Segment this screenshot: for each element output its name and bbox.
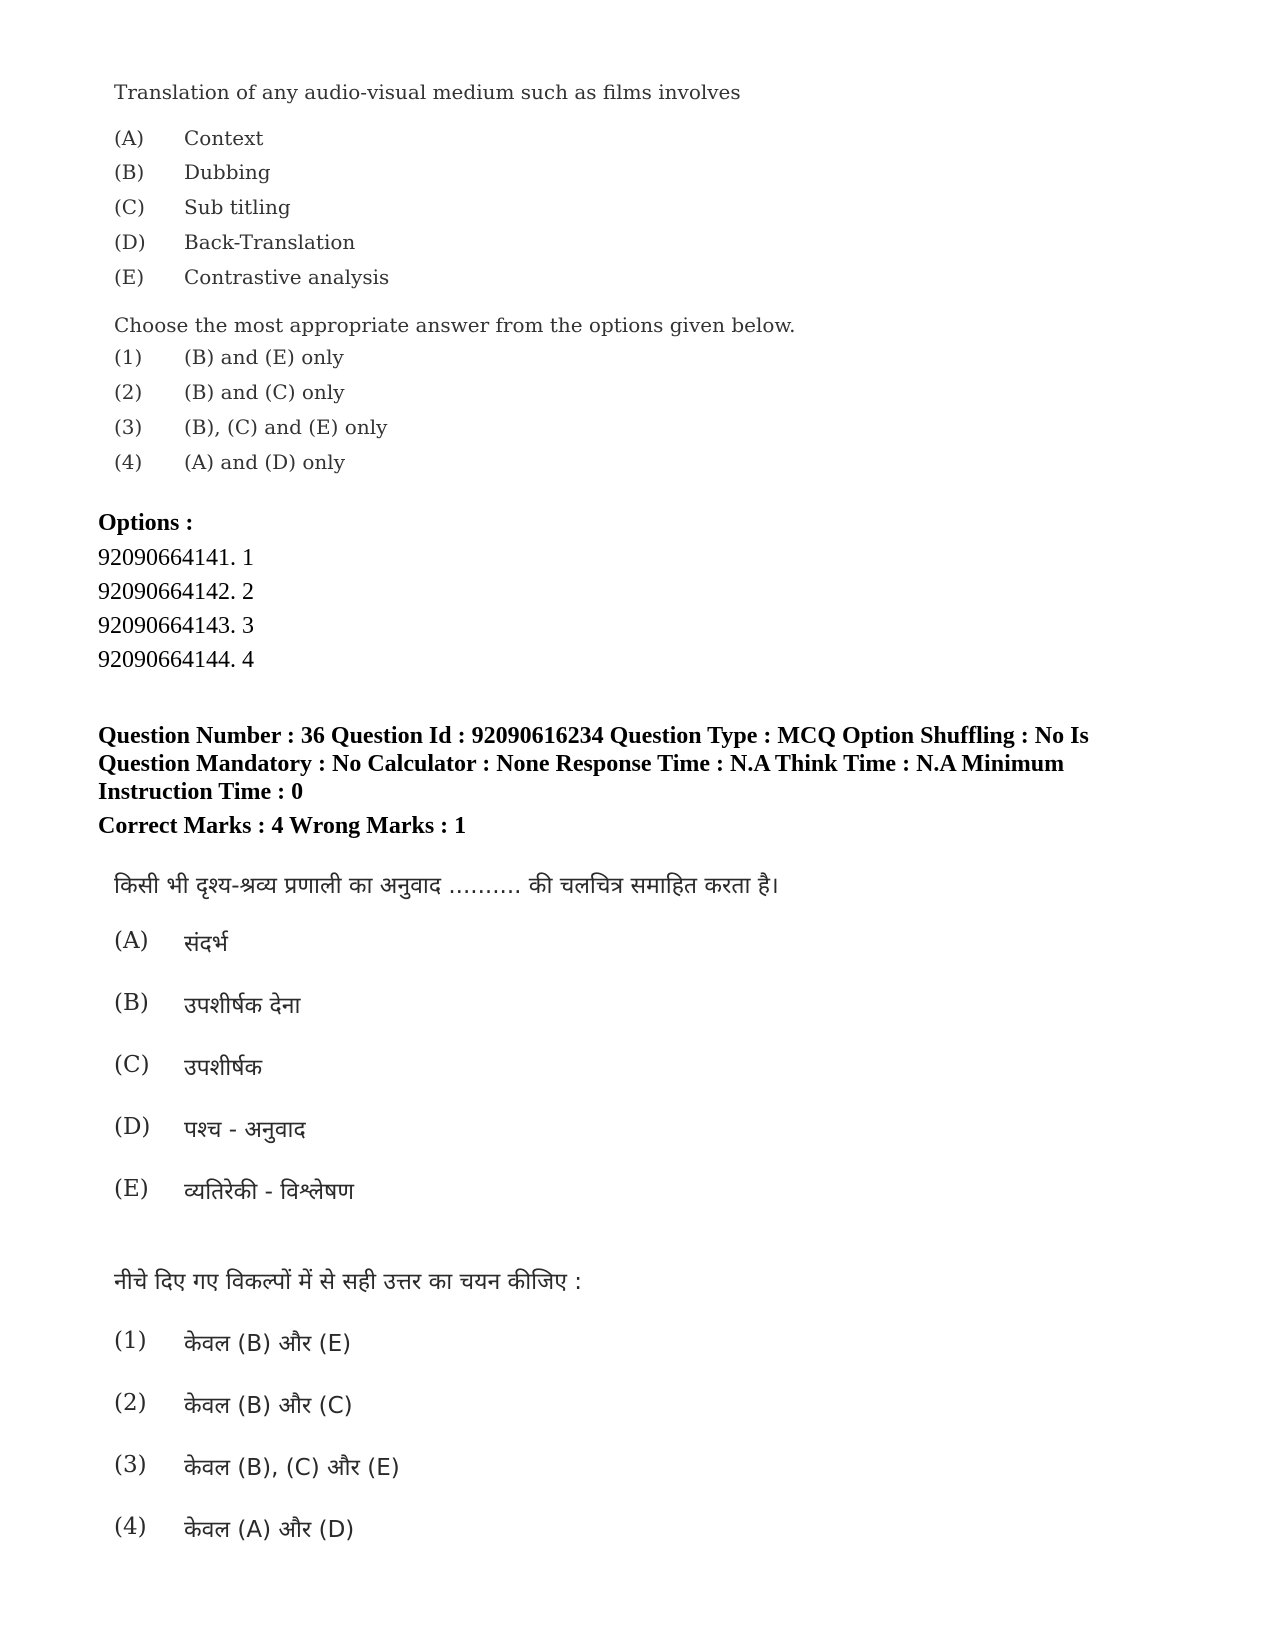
q36-item-text: पश्च - अनुवाद — [184, 1117, 306, 1143]
q36-meta-line: Instruction Time : 0 — [98, 779, 304, 805]
q36-choice-label: (2) — [114, 1390, 147, 1416]
q36-item-text: उपशीर्षक देना — [184, 993, 301, 1019]
q35-choice-label: (3) — [114, 415, 143, 439]
q36-item-label: (B) — [114, 990, 149, 1016]
q36-choice-label: (4) — [114, 1514, 147, 1540]
q36-item-label: (D) — [114, 1114, 151, 1140]
q35-choice-text: (A) and (D) only — [184, 450, 345, 474]
q36-item-text: संदर्भ — [184, 931, 228, 957]
q35-item-label: (C) — [114, 195, 145, 219]
option-id: 92090664143. 3 — [98, 613, 254, 639]
options-heading: Options : — [98, 510, 194, 536]
option-id: 92090664141. 1 — [98, 545, 254, 571]
q35-item-label: (E) — [114, 265, 145, 289]
q35-choice-text: (B) and (E) only — [184, 345, 344, 369]
q35-choice-label: (2) — [114, 380, 143, 404]
q36-choice-text: केवल (A) और (D) — [184, 1517, 355, 1543]
q35-item-label: (A) — [114, 126, 145, 150]
option-id: 92090664144. 4 — [98, 647, 254, 673]
q36-stem: किसी भी दृश्य-श्रव्य प्रणाली का अनुवाद .......... की चलचित्र समाहित करता है। — [114, 873, 779, 899]
q35-item-text: Dubbing — [184, 160, 271, 184]
option-id: 92090664142. 2 — [98, 579, 254, 605]
q35-choice-text: (B), (C) and (E) only — [184, 415, 388, 439]
q36-choice-text: केवल (B), (C) और (E) — [184, 1455, 400, 1481]
q35-choice-label: (4) — [114, 450, 143, 474]
q36-choice-label: (1) — [114, 1328, 147, 1354]
q35-choice-text: (B) and (C) only — [184, 380, 345, 404]
q36-choice-label: (3) — [114, 1452, 147, 1478]
q36-marks: Correct Marks : 4 Wrong Marks : 1 — [98, 813, 467, 839]
q35-item-text: Sub titling — [184, 195, 291, 219]
q36-item-text: उपशीर्षक — [184, 1055, 263, 1081]
q36-meta-line: Question Number : 36 Question Id : 92090616234 Question Type : MCQ Option Shuffling : No Is — [98, 723, 1089, 749]
q35-item-label: (D) — [114, 230, 146, 254]
q35-instruction: Choose the most appropriate answer from the options given below. — [114, 313, 796, 337]
q36-item-text: व्यतिरेकी - विश्लेषण — [184, 1179, 354, 1205]
q36-meta-line: Question Mandatory : No Calculator : None Response Time : N.A Think Time : N.A Minimum — [98, 751, 1065, 777]
q36-item-label: (E) — [114, 1176, 149, 1202]
q36-choice-text: केवल (B) और (E) — [184, 1331, 352, 1357]
q36-item-label: (C) — [114, 1052, 150, 1078]
q36-item-label: (A) — [114, 928, 149, 954]
q35-item-text: Contrastive analysis — [184, 265, 390, 289]
q36-instruction: नीचे दिए गए विकल्पों में से सही उत्तर का चयन कीजिए : — [114, 1269, 582, 1295]
q35-item-text: Back-Translation — [184, 230, 356, 254]
q35-item-label: (B) — [114, 160, 145, 184]
q35-stem: Translation of any audio-visual medium such as films involves — [114, 80, 741, 104]
q36-choice-text: केवल (B) और (C) — [184, 1393, 353, 1419]
q35-item-text: Context — [184, 126, 264, 150]
q35-choice-label: (1) — [114, 345, 143, 369]
